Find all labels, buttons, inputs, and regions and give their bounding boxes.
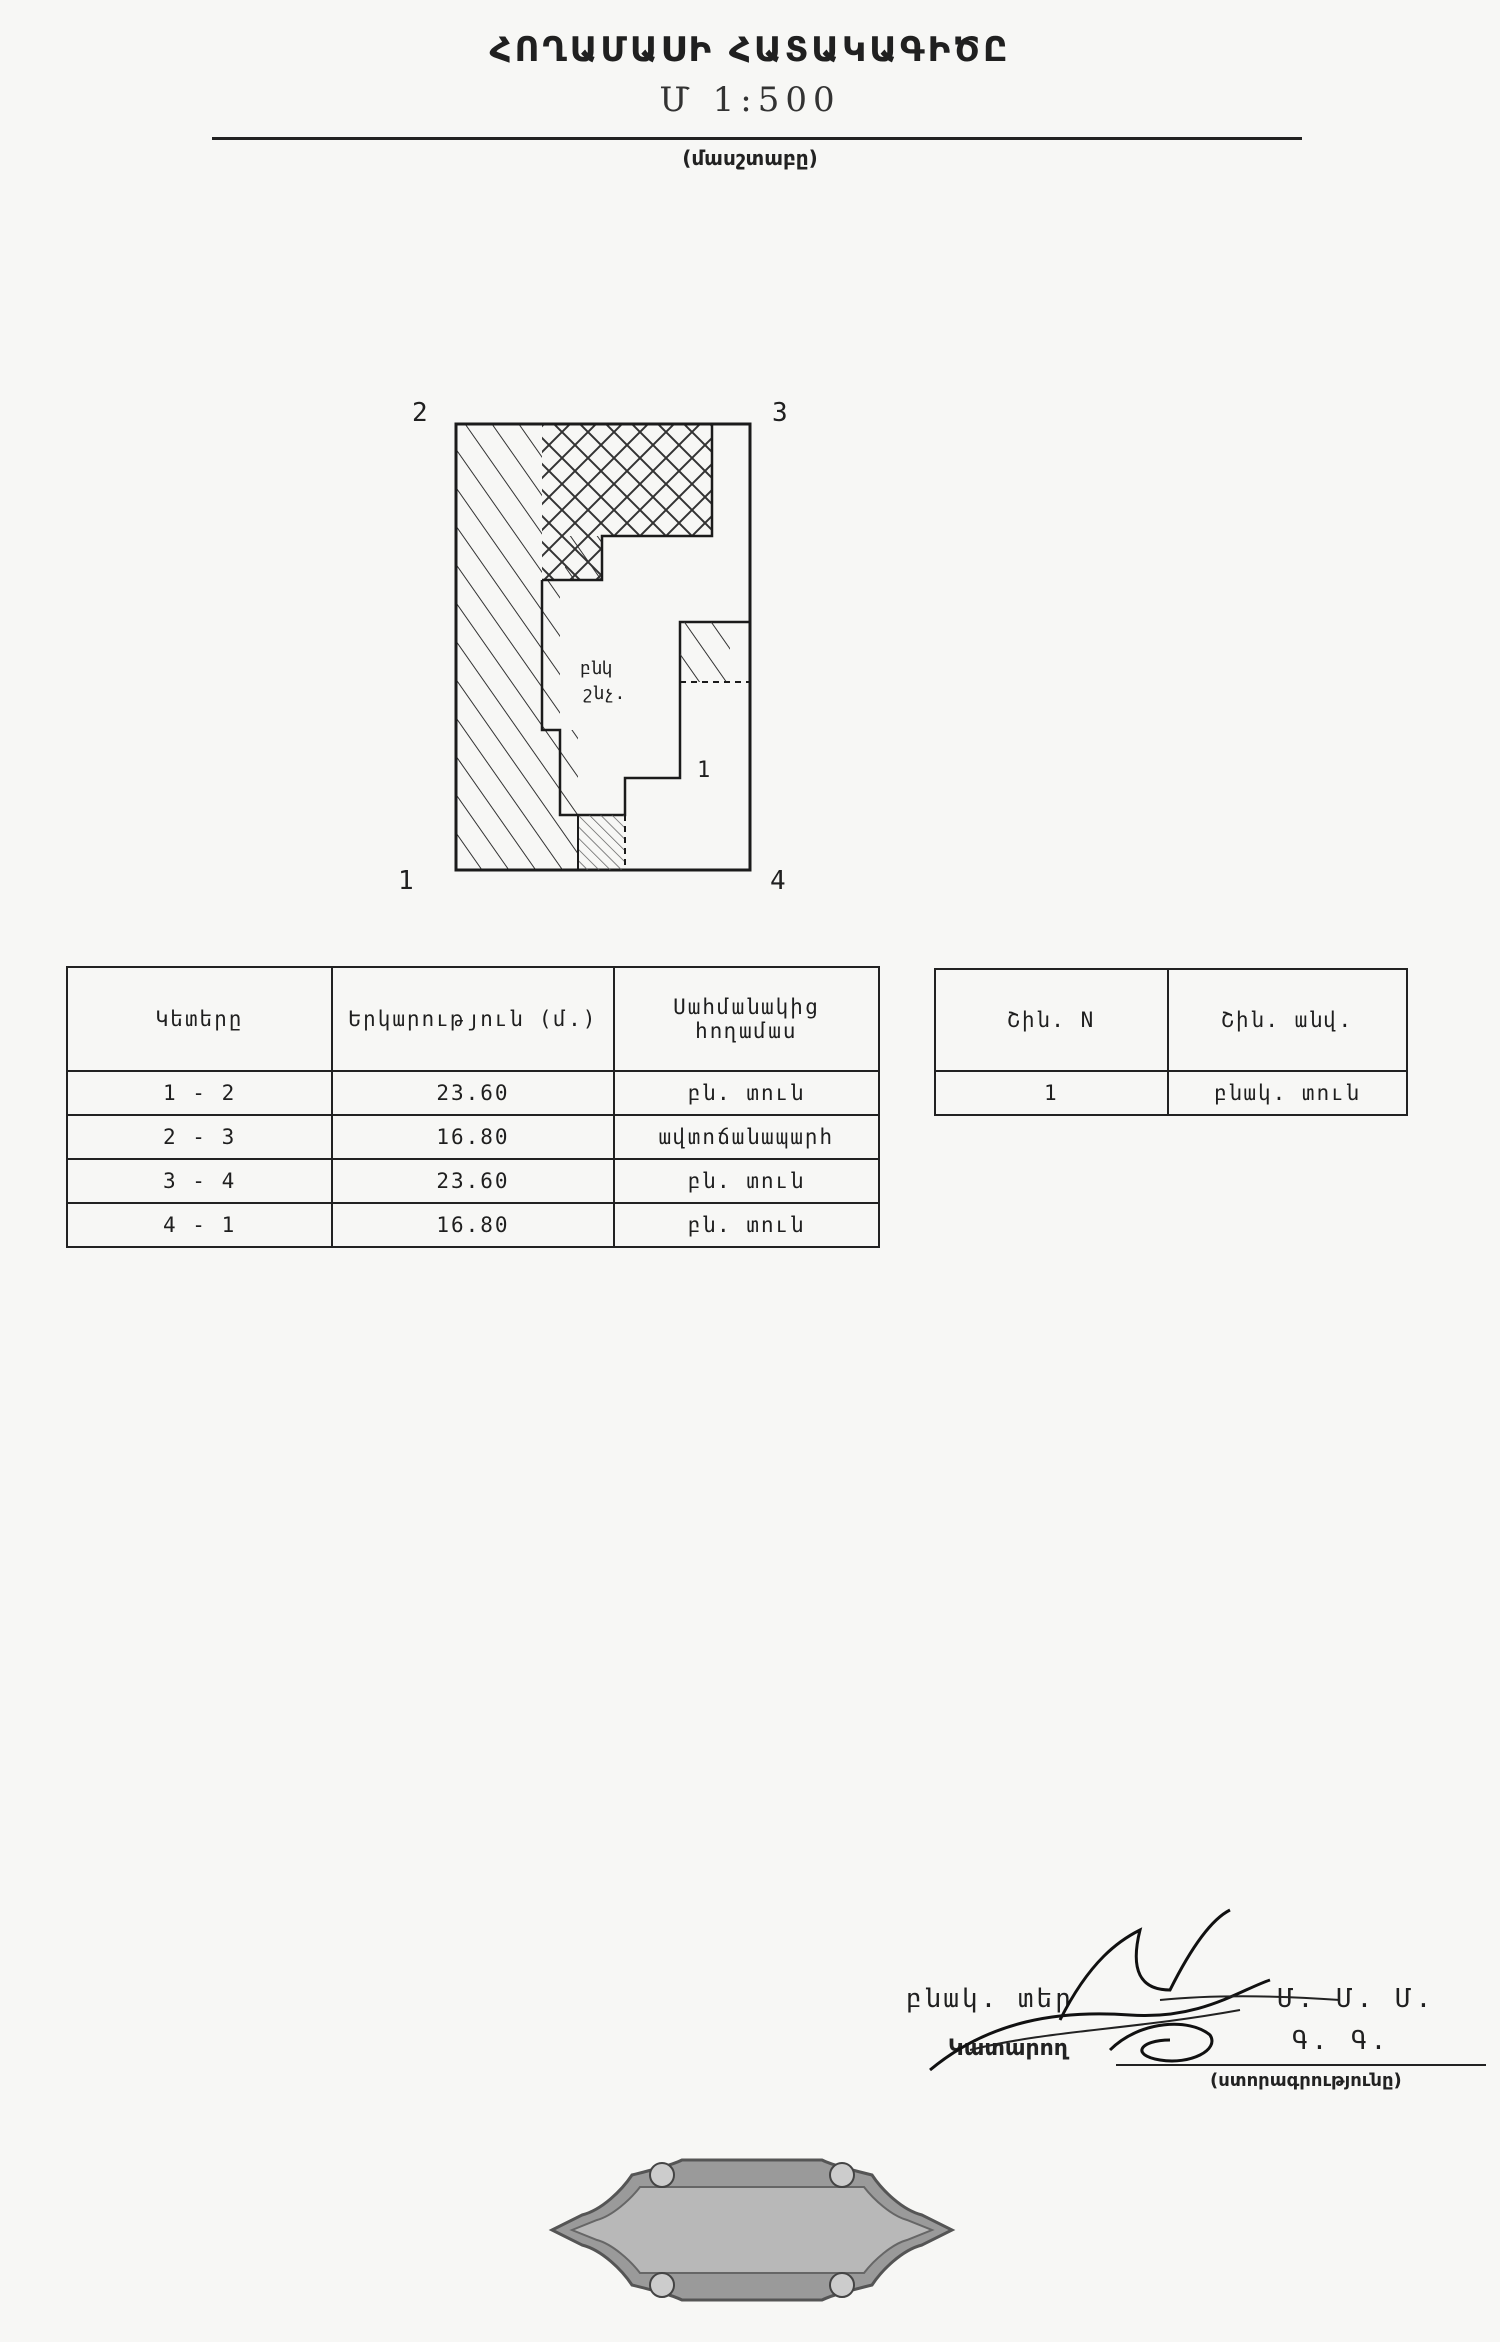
table-cell: բն. տուն [614,1071,879,1115]
table-row [67,1159,879,1203]
table-cell: 1 [935,1071,1168,1115]
building-table-header-name: Շին. անվ. [1168,969,1407,1071]
table-cell: բն. տուն [614,1203,879,1247]
signature-scribble [910,1900,1370,2090]
handwritten-note-right-1: Մ. Մ. Մ. [1278,1984,1436,2014]
signature-caption: (ստորագրությունը) [1210,2070,1402,2091]
building-number-label: 1 [697,758,711,783]
table-cell: բն. տուն [614,1159,879,1203]
table-cell: 1 - 2 [67,1071,332,1115]
table-cell: 16.80 [332,1115,613,1159]
table-cell: 4 - 1 [67,1203,332,1247]
corner-label-4: 4 [770,866,786,896]
table-cell: 23.60 [332,1159,613,1203]
table-row [67,1071,879,1115]
corner-label-1: 1 [398,866,414,896]
executor-label: Կատարող [948,2036,1068,2061]
table-cell: 23.60 [332,1071,613,1115]
corner-label-3: 3 [772,398,788,428]
site-plan [380,380,860,900]
table-cell: 3 - 4 [67,1159,332,1203]
hatched-annex-right [680,622,730,682]
table-header-neighbor: Սահմանակից հողամաս [614,967,879,1071]
table-header-length: Երկարություն (մ.) [332,967,613,1071]
building-label-line2: շնչ. [582,683,626,704]
table-row [67,1203,879,1247]
table-cell: ավտոճանապարհ [614,1115,879,1159]
table-row [67,1115,879,1159]
table-cell: 16.80 [332,1203,613,1247]
boundary-table [66,966,880,1248]
handwritten-note-right-2: Գ. Գ. [1292,2026,1391,2056]
decorative-stamp [512,2130,992,2330]
corner-label-2: 2 [412,398,428,428]
scale-value: Մ 1:500 [659,80,841,120]
table-header-points: Կետերը [67,967,332,1071]
building-table-header-number: Շին. N [935,969,1168,1071]
handwritten-note-left: բնակ. տեր [906,1984,1074,2014]
building-label-line1: բնկ [580,658,613,679]
table-cell: 2 - 3 [67,1115,332,1159]
header-rule [212,137,1302,140]
scale-caption: (մասշտաբը) [682,146,818,170]
table-cell: բնակ. տուն [1168,1071,1407,1115]
document-title: ՀՈՂԱՄԱՍԻ ՀԱՏԱԿԱԳԻԾԸ [489,30,1011,70]
hatched-small-top [565,536,602,580]
table-row [935,1071,1407,1115]
hatched-annex-bottom [578,815,625,870]
building-table [934,968,1408,1116]
